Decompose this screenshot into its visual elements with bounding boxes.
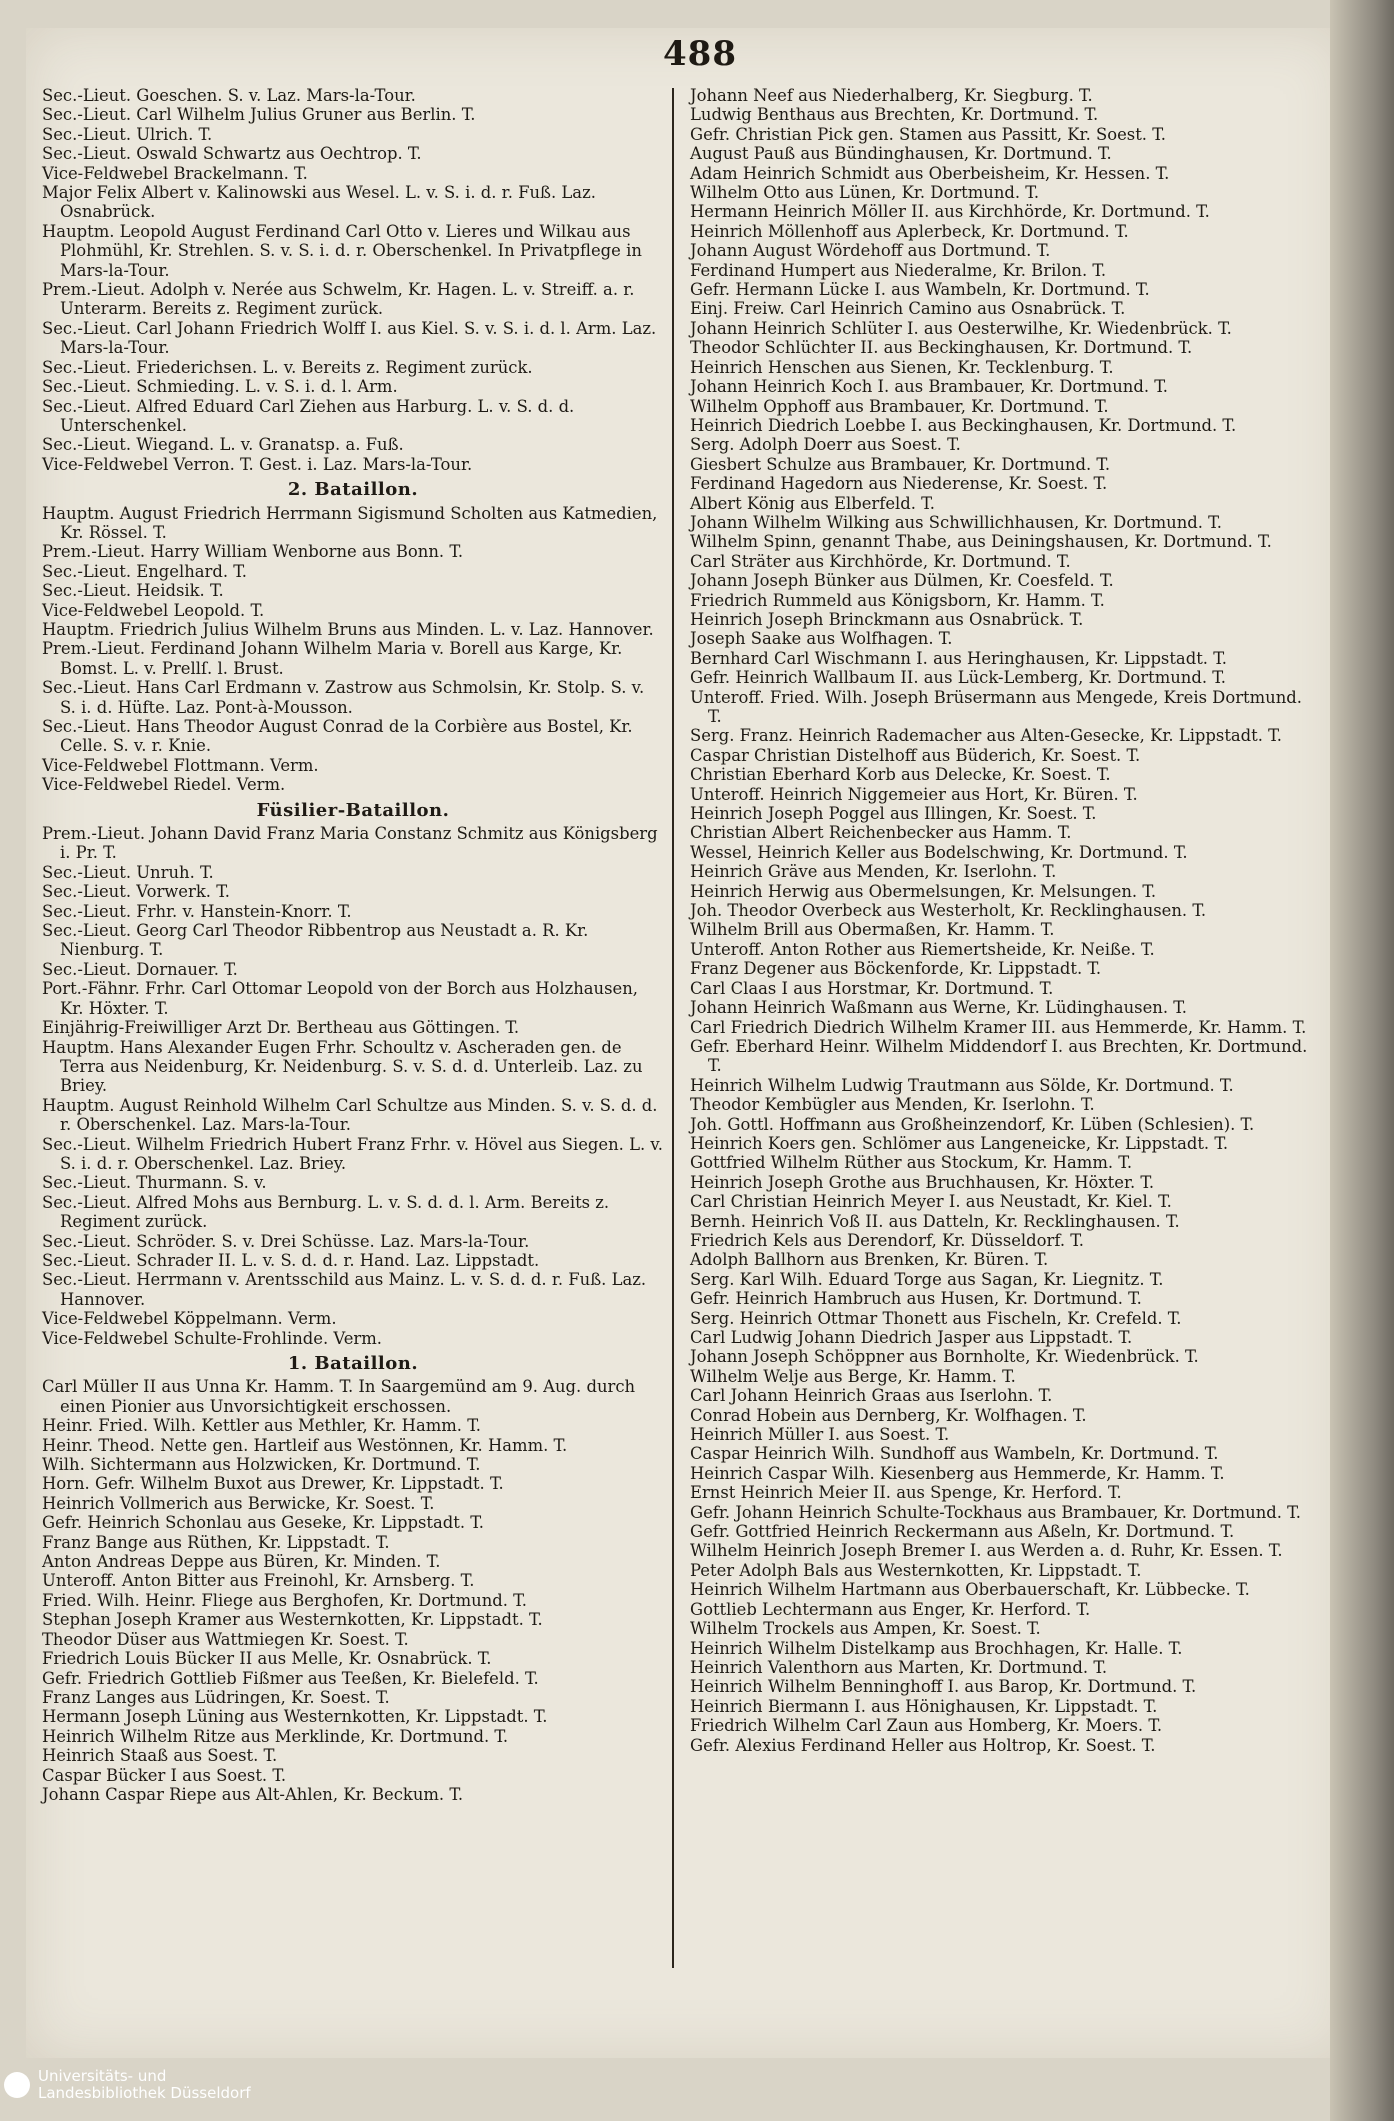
casualty-entry: Johann Joseph Schöppner aus Bornholte, Kr. Wiedenbrück. T. [690,1347,1199,1367]
casualty-entry: Ferdinand Hagedorn aus Niederense, Kr. Soest. T. [690,474,1108,494]
casualty-entry: Sec.-Lieut. Oswald Schwartz aus Oechtrop. T. [42,144,422,164]
casualty-entry: Bernhard Carl Wischmann I. aus Heringhausen, Kr. Lippstadt. T. [690,648,1227,668]
left-column [42,86,664,1804]
casualty-entry: Gefr. Alexius Ferdinand Heller aus Holtrop, Kr. Soest. T. [690,1735,1156,1755]
casualty-entry: Heinrich Staaß aus Soest. T. [42,1746,278,1766]
casualty-entry: Hauptm. Friedrich Julius Wilhelm Bruns aus Minden. L. v. Laz. Hannover. [42,619,654,639]
casualty-entry: Sec.-Lieut. Ulrich. T. [42,124,213,144]
casualty-entry: Ludwig Benthaus aus Brechten, Kr. Dortmund. T. [690,105,1099,125]
casualty-entry: Sec.-Lieut. Herrmann v. Arentsschild aus Mainz. L. v. S. d. d. r. Fuß. Laz. Hannover. [42,1270,647,1309]
casualty-entry: Franz Langes aus Lüdringen, Kr. Soest. T. [42,1687,390,1707]
casualty-entry: Heinrich Valenthorn aus Marten, Kr. Dortmund. T. [690,1657,1108,1677]
casualty-entry: Conrad Hobein aus Dernberg, Kr. Wolfhagen. T. [690,1405,1087,1425]
casualty-entry: Sec.-Lieut. Friederichsen. L. v. Bereits z. Regiment zurück. [42,357,533,377]
casualty-entry: Adam Heinrich Schmidt aus Oberbeisheim, Kr. Hessen. T. [690,163,1170,183]
casualty-entry: Gottlieb Lechtermann aus Enger, Kr. Herford. T. [690,1599,1091,1619]
casualty-entry: Sec.-Lieut. Carl Wilhelm Julius Gruner aus Berlin. T. [42,105,476,125]
casualty-entry: Sec.-Lieut. Schröder. S. v. Drei Schüsse. Laz. Mars-la-Tour. [42,1231,530,1251]
casualty-entry: Caspar Bücker I aus Soest. T. [42,1765,287,1785]
casualty-entry: Franz Degener aus Böckenforde, Kr. Lippstadt. T. [690,959,1102,979]
casualty-entry: Heinrich Joseph Brinckmann aus Osnabrück. T. [690,609,1084,629]
casualty-entry: Heinrich Möllenhoff aus Aplerbeck, Kr. Dortmund. T. [690,221,1129,241]
casualty-entry: Theodor Schlüchter II. aus Beckinghausen, Kr. Dortmund. T. [690,338,1193,358]
casualty-entry: Gefr. Heinrich Wallbaum II. aus Lück-Lemberg, Kr. Dortmund. T. [690,668,1226,688]
section-heading: 1. Bataillon. [287,1353,419,1374]
casualty-entry: Carl Ludwig Johann Diedrich Jasper aus Lippstadt. T. [690,1328,1133,1347]
casualty-entry: Prem.-Lieut. Adolph v. Nerée aus Schwelm, Kr. Hagen. L. v. Streiff. a. r. Unterarm. Bereits z. Regiment zurück. [42,280,635,319]
casualty-entry: Sec.-Lieut. Schrader II. L. v. S. d. d. r. Hand. Laz. Lippstadt. [42,1250,540,1270]
casualty-entry: Joh. Theodor Overbeck aus Westerholt, Kr. Recklinghausen. T. [690,901,1207,921]
casualty-entry: Ferdinand Humpert aus Niederalme, Kr. Brilon. T. [690,260,1107,280]
casualty-entry: Sec.-Lieut. Unruh. T. [42,862,214,882]
casualty-entry: Gefr. Hermann Lücke I. aus Wambeln, Kr. Dortmund. T. [690,280,1150,300]
casualty-entry: Ernst Heinrich Meier II. aus Spenge, Kr. Herford. T. [690,1483,1122,1503]
casualty-entry: Einj. Freiw. Carl Heinrich Camino aus Osnabrück. T. [690,299,1126,319]
casualty-entry: Sec.-Lieut. Alfred Eduard Carl Ziehen aus Harburg. L. v. S. d. d. Unterschenkel. [42,396,575,435]
casualty-entry: Heinrich Koers gen. Schlömer aus Langeneicke, Kr. Lippstadt. T. [690,1133,1229,1153]
casualty-entry: Einjährig-Freiwilliger Arzt Dr. Bertheau aus Göttingen. T. [42,1018,520,1038]
casualty-entry: Gefr. Gottfried Heinrich Reckermann aus Aßeln, Kr. Dortmund. T. [690,1522,1235,1542]
library-credit-line-2: Landesbibliothek Düsseldorf [38,2084,251,2102]
casualty-entry: Heinrich Wilhelm Distelkamp aus Brochhagen, Kr. Halle. T. [690,1638,1183,1658]
casualty-entry: Friedrich Rummeld aus Königsborn, Kr. Hamm. T. [690,590,1105,610]
casualty-entry: Wilhelm Otto aus Lünen, Kr. Dortmund. T. [690,183,1040,203]
casualty-entry: Heinrich Wilhelm Benninghoff I. aus Barop, Kr. Dortmund. T. [690,1677,1197,1697]
casualty-entry: Friedrich Louis Bücker II aus Melle, Kr. Osnabrück. T. [42,1649,492,1669]
casualty-entry: Gefr. Christian Pick gen. Stamen aus Passitt, Kr. Soest. T. [690,124,1166,144]
casualty-entry: Serg. Adolph Doerr aus Soest. T. [690,435,961,455]
casualty-entry: Hauptm. August Reinhold Wilhelm Carl Schultze aus Minden. S. v. S. d. d. r. Oberschenkel. Laz. Mars-la-Tour. [42,1095,658,1135]
casualty-entry: Prem.-Lieut. Ferdinand Johann Wilhelm Maria v. Borell aus Karge, Kr. Bomst. L. v. Prellſ. l. Brust. [42,639,623,678]
casualty-entry: Wilh. Sichtermann aus Holzwicken, Kr. Dortmund. T. [42,1455,481,1475]
casualty-entry: Gefr. Heinrich Hambruch aus Husen, Kr. Dortmund. T. [690,1289,1142,1309]
library-credit-line-1: Universitäts- und [38,2067,167,2085]
casualty-entry: Sec.-Lieut. Goeschen. S. v. Laz. Mars-la-Tour. [42,86,416,105]
casualty-entry: Hauptm. Hans Alexander Eugen Frhr. Schoultz v. Ascheraden gen. de Terra aus Neidenburg, Kr. Neidenburg. S. v. S. d. d. Unterleib. Laz. zu Briey. [42,1037,643,1096]
casualty-entry: Sec.-Lieut. Carl Johann Friedrich Wolff I. aus Kiel. S. v. S. i. d. l. Arm. Laz. Mars-la-Tour. [42,318,657,358]
casualty-entry: Heinrich Joseph Grothe aus Bruchhausen, Kr. Höxter. T. [690,1172,1155,1192]
casualty-entry: Carl Johann Heinrich Graas aus Iserlohn. T. [690,1386,1053,1406]
casualty-entry: Port.-Fähnr. Frhr. Carl Ottomar Leopold von der Borch aus Holzhausen, Kr. Höxter. T. [42,979,638,1018]
casualty-entry: Anton Andreas Deppe aus Büren, Kr. Minden. T. [42,1552,441,1572]
casualty-entry: Serg. Karl Wilh. Eduard Torge aus Sagan, Kr. Liegnitz. T. [690,1269,1164,1289]
section-heading: Füsilier-Bataillon. [256,799,450,821]
library-logo-icon [4,2072,30,2098]
casualty-entry: Prem.-Lieut. Johann David Franz Maria Constanz Schmitz aus Königsberg i. Pr. T. [42,824,658,863]
right-column [690,86,1314,1755]
casualty-entry: Vice-Feldwebel Riedel. Verm. [42,775,286,795]
casualty-entry: Johann Joseph Bünker aus Dülmen, Kr. Coesfeld. T. [690,571,1114,591]
casualty-entry: Vice-Feldwebel Leopold. T. [42,600,265,620]
casualty-entry: Friedrich Kels aus Derendorf, Kr. Düsseldorf. T. [690,1230,1085,1250]
casualty-entry: Bernh. Heinrich Voß II. aus Datteln, Kr. Recklinghausen. T. [690,1211,1180,1231]
casualty-entry: Carl Sträter aus Kirchhörde, Kr. Dortmund. T. [690,551,1071,571]
casualty-entry: Giesbert Schulze aus Brambauer, Kr. Dortmund. T. [690,454,1111,474]
casualty-entry: Sec.-Lieut. Hans Theodor August Conrad de la Corbière aus Bostel, Kr. Celle. S. v. r. Knie. [42,717,633,756]
casualty-entry: Sec.-Lieut. Thurmann. S. v. [42,1173,267,1193]
casualty-entry: Sec.-Lieut. Schmieding. L. v. S. i. d. l. Arm. [42,377,398,397]
casualty-entry: Unteroff. Anton Bitter aus Freinohl, Kr. Arnsberg. T. [42,1571,475,1591]
casualty-entry: Wilhelm Heinrich Joseph Bremer I. aus Werden a. d. Ruhr, Kr. Essen. T. [690,1541,1283,1561]
casualty-entry: Gefr. Johann Heinrich Schulte-Tockhaus aus Brambauer, Kr. Dortmund. T. [690,1502,1301,1522]
casualty-entry: Heinrich Biermann I. aus Hönighausen, Kr. Lippstadt. T. [690,1696,1158,1716]
casualty-entry: Wilhelm Spinn, genannt Thabe, aus Deiningshausen, Kr. Dortmund. T. [690,532,1272,552]
casualty-entry: Serg. Franz. Heinrich Rademacher aus Alten-Gesecke, Kr. Lippstadt. T. [690,726,1282,746]
casualty-entry: Gottfried Wilhelm Rüther aus Stockum, Kr. Hamm. T. [690,1153,1133,1173]
column-divider [672,88,674,1968]
casualty-entry: Theodor Kembügler aus Menden, Kr. Iserlohn. T. [690,1095,1095,1115]
casualty-entry: Johann Wilhelm Wilking aus Schwillichhausen, Kr. Dortmund. T. [690,512,1222,532]
casualty-entry: Vice-Feldwebel Verron. T. Gest. i. Laz. Mars-la-Tour. [42,454,473,474]
casualty-entry: Vice-Feldwebel Schulte-Frohlinde. Verm. [42,1328,382,1348]
casualty-entry: Vice-Feldwebel Flottmann. Verm. [42,755,319,775]
casualty-entry: Peter Adolph Bals aus Westernkotten, Kr. Lippstadt. T. [690,1560,1142,1580]
casualty-entry: Heinr. Fried. Wilh. Kettler aus Methler, Kr. Hamm. T. [42,1416,481,1436]
casualty-entry: Joseph Saake aus Wolfhagen. T. [690,629,953,649]
casualty-entry: Serg. Heinrich Ottmar Thonett aus Fischeln, Kr. Crefeld. T. [690,1308,1182,1328]
casualty-entry: Sec.-Lieut. Wiegand. L. v. Granatsp. a. Fuß. [42,435,404,455]
casualty-entry: Heinrich Wilhelm Ludwig Trautmann aus Sölde, Kr. Dortmund. T. [690,1075,1234,1095]
casualty-entry: Sec.-Lieut. Engelhard. T. [42,561,248,581]
casualty-entry: Heinrich Herwig aus Obermelsungen, Kr. Melsungen. T. [690,881,1157,901]
casualty-entry: Wilhelm Welje aus Berge, Kr. Hamm. T. [690,1366,1016,1386]
casualty-entry: Horn. Gefr. Wilhelm Buxot aus Drewer, Kr. Lippstadt. T. [42,1474,504,1494]
casualty-entry: Wilhelm Brill aus Obermaßen, Kr. Hamm. T. [690,920,1055,940]
casualty-entry: Unteroff. Heinrich Niggemeier aus Hort, Kr. Büren. T. [690,784,1138,804]
casualty-entry: Caspar Christian Distelhoff aus Büderich, Kr. Soest. T. [690,745,1141,765]
casualty-entry: Unteroff. Fried. Wilh. Joseph Brüsermann aus Mengede, Kreis Dortmund. T. [690,687,1302,726]
casualty-entry: Christian Eberhard Korb aus Delecke, Kr. Soest. T. [690,765,1111,785]
casualty-entry: Sec.-Lieut. Heidsik. T. [42,581,224,601]
casualty-entry: Heinrich Wilhelm Hartmann aus Oberbauerschaft, Kr. Lübbecke. T. [690,1580,1250,1600]
casualty-entry: Christian Albert Reichenbecker aus Hamm. T. [690,823,1072,843]
casualty-entry: Hermann Joseph Lüning aus Westernkotten, Kr. Lippstadt. T. [42,1707,548,1727]
casualty-entry: Sec.-Lieut. Vorwerk. T. [42,882,230,902]
casualty-entry: Fried. Wilh. Heinr. Fliege aus Berghofen, Kr. Dortmund. T. [42,1590,527,1610]
casualty-entry: Gefr. Heinrich Schonlau aus Geseke, Kr. Lippstadt. T. [42,1513,485,1533]
casualty-entry: Johann Heinrich Schlüter I. aus Oesterwilhe, Kr. Wiedenbrück. T. [690,318,1232,338]
casualty-entry: Hauptm. August Friedrich Herrmann Sigismund Scholten aus Katmedien, Kr. Rössel. T. [42,503,658,542]
casualty-entry: Wilhelm Opphoff aus Brambauer, Kr. Dortmund. T. [690,396,1109,416]
casualty-entry: Albert König aus Elberfeld. T. [690,493,935,513]
casualty-entry: August Pauß aus Bündinghausen, Kr. Dortmund. T. [690,144,1112,164]
casualty-entry: Vice-Feldwebel Brackelmann. T. [42,163,308,183]
casualty-entry: Carl Friedrich Diedrich Wilhelm Kramer III. aus Hemmerde, Kr. Hamm. T. [690,1017,1307,1037]
casualty-entry: Heinrich Joseph Poggel aus Illingen, Kr. Soest. T. [690,804,1097,824]
casualty-entry: Heinr. Theod. Nette gen. Hartleif aus Westönnen, Kr. Hamm. T. [42,1435,568,1455]
casualty-entry: Hauptm. Leopold August Ferdinand Carl Otto v. Lieres und Wilkau aus Plohmühl, Kr. Strehlen. S. v. S. i. d. r. Oberschenkel. In Privatpflege in Mars-la-Tour. [42,221,642,280]
casualty-entry: Wessel, Heinrich Keller aus Bodelschwing, Kr. Dortmund. T. [690,842,1188,862]
casualty-entry: Johann Neef aus Niederhalberg, Kr. Siegburg. T. [690,86,1093,105]
scan-edge [1330,0,1394,2121]
casualty-entry: Stephan Joseph Kramer aus Westernkotten, Kr. Lippstadt. T. [42,1610,543,1630]
casualty-entry: Gefr. Eberhard Heinr. Wilhelm Middendorf I. aus Brechten, Kr. Dortmund. T. [690,1036,1308,1076]
casualty-entry: Heinrich Henschen aus Sienen, Kr. Tecklenburg. T. [690,357,1114,377]
casualty-entry: Heinrich Gräve aus Menden, Kr. Iserlohn. T. [690,862,1057,882]
casualty-entry: Heinrich Müller I. aus Soest. T. [690,1425,950,1445]
casualty-entry: Heinrich Vollmerich aus Berwicke, Kr. Soest. T. [42,1493,435,1513]
casualty-entry: Heinrich Caspar Wilh. Kiesenberg aus Hemmerde, Kr. Hamm. T. [690,1463,1225,1483]
section-heading: 2. Bataillon. [287,479,419,501]
casualty-entry: Friedrich Wilhelm Carl Zaun aus Homberg, Kr. Moers. T. [690,1716,1163,1736]
casualty-entry: Theodor Düser aus Wattmiegen Kr. Soest. T. [42,1629,409,1649]
casualty-entry: Johann Caspar Riepe aus Alt-Ahlen, Kr. Beckum. T. [42,1784,464,1804]
casualty-entry: Sec.-Lieut. Alfred Mohs aus Bernburg. L. v. S. d. d. l. Arm. Bereits z. Regiment zurück. [42,1192,610,1232]
casualty-entry: Sec.-Lieut. Dornauer. T. [42,959,238,979]
casualty-entry: Major Felix Albert v. Kalinowski aus Wesel. L. v. S. i. d. r. Fuß. Laz. Osnabrück. [42,183,596,222]
casualty-entry: Johann August Wördehoff aus Dortmund. T. [690,241,1051,261]
page-number: 488 [663,34,737,74]
casualty-entry: Sec.-Lieut. Hans Carl Erdmann v. Zastrow aus Schmolsin, Kr. Stolp. S. v. S. i. d. Hüfte. Laz. Pont-à-Mousson. [42,678,645,717]
casualty-entry: Wilhelm Trockels aus Ampen, Kr. Soest. T. [690,1619,1041,1639]
casualty-entry: Joh. Gottl. Hoffmann aus Großheinzendorf, Kr. Lüben (Schlesien). T. [690,1114,1255,1134]
library-credit[interactable] [38,2068,251,2102]
casualty-entry: Franz Bange aus Rüthen, Kr. Lippstadt. T. [42,1532,390,1552]
casualty-entry: Adolph Ballhorn aus Brenken, Kr. Büren. T. [690,1250,1049,1270]
casualty-entry: Sec.-Lieut. Frhr. v. Hanstein-Knorr. T. [42,901,352,921]
casualty-entry: Unteroff. Anton Rother aus Riemertsheide, Kr. Neiße. T. [690,939,1155,959]
casualty-entry: Johann Heinrich Waßmann aus Werne, Kr. Lüdinghausen. T. [690,998,1187,1018]
casualty-entry: Heinrich Wilhelm Ritze aus Merklinde, Kr. Dortmund. T. [42,1726,509,1746]
casualty-entry: Heinrich Diedrich Loebbe I. aus Beckinghausen, Kr. Dortmund. T. [690,415,1237,435]
casualty-entry: Carl Müller II aus Unna Kr. Hamm. T. In Saargemünd am 9. Aug. durch einen Pionier aus Unvorsichtigkeit erschossen. [42,1377,636,1416]
casualty-entry: Gefr. Friedrich Gottlieb Fißmer aus Teeßen, Kr. Bielefeld. T. [42,1668,539,1688]
casualty-entry: Carl Christian Heinrich Meyer I. aus Neustadt, Kr. Kiel. T. [690,1192,1172,1212]
casualty-entry: Caspar Heinrich Wilh. Sundhoff aus Wambeln, Kr. Dortmund. T. [690,1444,1219,1464]
casualty-entry: Carl Claas I aus Horstmar, Kr. Dortmund. T. [690,978,1054,998]
casualty-entry: Hermann Heinrich Möller II. aus Kirchhörde, Kr. Dortmund. T. [690,202,1210,222]
casualty-entry: Sec.-Lieut. Wilhelm Friedrich Hubert Franz Frhr. v. Hövel aus Siegen. L. v. S. i. d. r. Oberschenkel. Laz. Briey. [42,1134,663,1173]
casualty-entry: Johann Heinrich Koch I. aus Brambauer, Kr. Dortmund. T. [690,377,1168,397]
casualty-entry: Prem.-Lieut. Harry William Wenborne aus Bonn. T. [42,542,464,562]
casualty-entry: Sec.-Lieut. Georg Carl Theodor Ribbentrop aus Neustadt a. R. Kr. Nienburg. T. [42,921,589,960]
casualty-entry: Vice-Feldwebel Köppelmann. Verm. [42,1309,337,1329]
